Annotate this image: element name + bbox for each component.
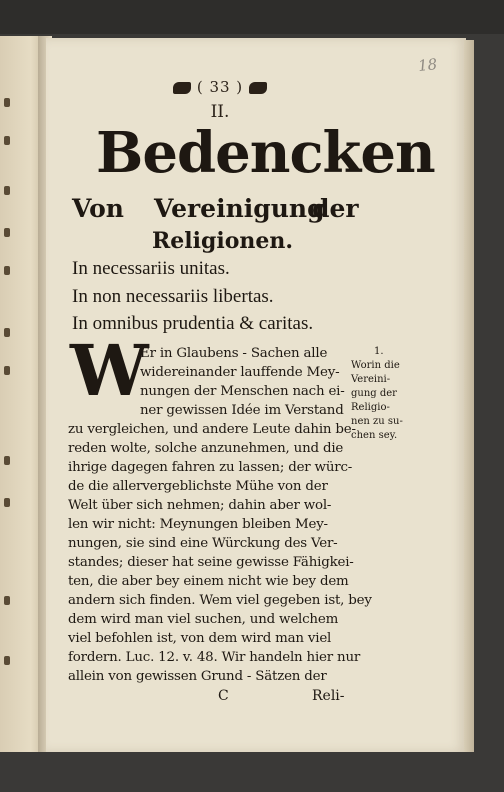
subtitle-line-2: Religionen. (152, 228, 294, 254)
body-line: Er in Glaubens - Sachen alle (140, 346, 328, 361)
margin-note: gung der (351, 388, 397, 399)
motto-line: In omnibus prudentia & caritas. (72, 313, 314, 334)
body-line: ihrige dagegen fahren zu lassen; der würc- (68, 460, 353, 475)
bleed-through-mark (4, 228, 10, 237)
scan-background-bottom (0, 752, 504, 792)
body-line: ten, die aber bey einem nicht wie bey dem (68, 574, 349, 589)
margin-note: Worin die (351, 360, 400, 371)
body-line: standes; dieser hat seine gewisse Fähigkei- (68, 555, 354, 570)
body-line: len wir nicht: Meynungen bleiben Mey- (68, 517, 328, 532)
subtitle-word: Vereinigung (154, 194, 325, 223)
body-line: reden wolte, solche anzunehmen, und die (68, 441, 344, 456)
drop-capital: W (70, 329, 149, 412)
signature-mark: C (218, 688, 229, 704)
body-line: widereinander lauffende Mey- (140, 365, 340, 380)
page-number: ( 33 ) (196, 78, 244, 96)
motto-line: In non necessariis libertas. (72, 286, 274, 307)
body-line: Welt über sich nehmen; dahin aber wol- (68, 498, 332, 513)
body-line: nungen, sie sind eine Würckung des Ver- (68, 536, 338, 551)
bleed-through-mark (4, 596, 10, 605)
catchword: Reli- (312, 688, 345, 704)
bleed-through-mark (4, 98, 10, 107)
running-header (140, 78, 300, 96)
bleed-through-mark (4, 266, 10, 275)
subtitle-word: der (312, 194, 359, 223)
ornament-icon (173, 82, 191, 94)
bleed-through-mark (4, 456, 10, 465)
motto-line: In necessariis unitas. (72, 258, 230, 279)
body-line: ner gewissen Idée im Verstand (140, 403, 344, 418)
body-line: dem wird man viel suchen, und welchem (68, 612, 339, 627)
margin-note: chen sey. (351, 430, 398, 441)
ornament-icon (249, 82, 267, 94)
margin-note: Religio- (351, 402, 390, 413)
page-edge (464, 40, 474, 752)
bleed-through-mark (4, 656, 10, 665)
bleed-through-mark (4, 498, 10, 507)
body-line: fordern. Luc. 12. v. 48. Wir handeln hier nur (68, 650, 361, 665)
margin-note: 1. (374, 346, 384, 357)
section-number: II. (210, 102, 230, 122)
body-line: zu vergleichen, und andere Leute dahin be- (68, 422, 356, 437)
bleed-through-mark (4, 186, 10, 195)
body-line: nungen der Menschen nach ei- (140, 384, 345, 399)
page-title: Bedencken (96, 120, 435, 186)
margin-note: Vereini- (351, 374, 391, 385)
body-line: andern sich finden. Wem viel gegeben ist, bey (68, 593, 372, 608)
margin-note: nen zu su- (351, 416, 403, 427)
bleed-through-mark (4, 366, 10, 375)
pencil-folio: 18 (417, 55, 438, 75)
bleed-through-mark (4, 136, 10, 145)
body-line: viel befohlen ist, von dem wird man viel (68, 631, 332, 646)
body-line: de die allervergeblichste Mühe von der (68, 479, 328, 494)
bleed-through-mark (4, 328, 10, 337)
body-line: allein von gewissen Grund - Sätzen der (68, 669, 327, 684)
subtitle-word: Von (72, 194, 124, 223)
scan-background-top (0, 0, 504, 34)
